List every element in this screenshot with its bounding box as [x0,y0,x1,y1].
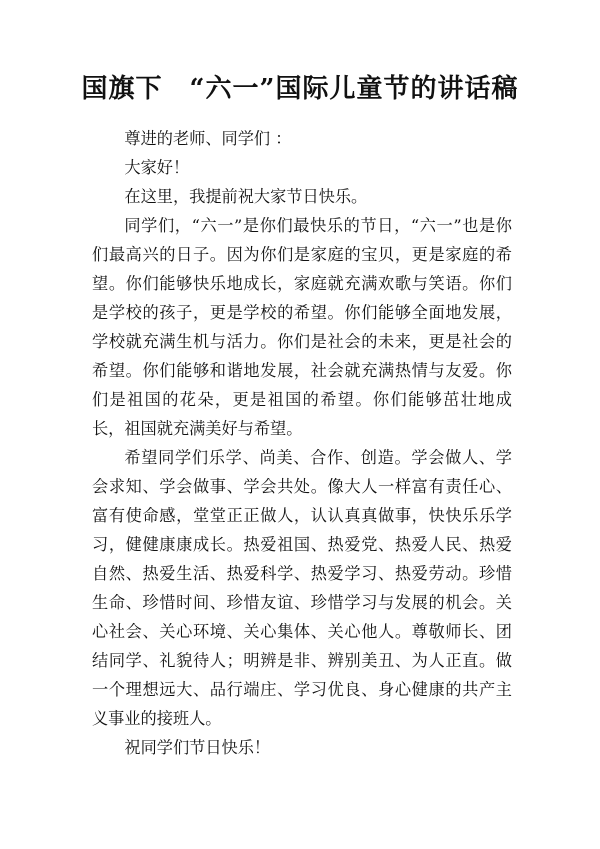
hope-paragraph: 同学们，“六一”是你们最快乐的节日，“六一”也是你们最高兴的日子。因为你们是家庭的宝贝，更是家庭的希望。你们能够快乐地成长，家庭就充满欢歌与笑语。你们是学校的孩子，更是学校的希望。你们能够全面地发展，学校就充满生机与活力。你们是社会的未来，更是社会的希望。你们能够和谐地发展，社会就充满热情与友爱。你们是祖国的花朵，更是祖国的希望。你们能够茁壮地成长，祖国就充满美好与希望。 [92,216,512,438]
speech-body [92,124,512,762]
expectations-paragraph: 希望同学们乐学、尚美、合作、创造。学会做人、学会求知、学会做事、学会共处。像大人一样富有责任心、富有使命感，堂堂正正做人，认认真真做事，快快乐乐学习，健健康康成长。热爱祖国、热爱党、热爱人民、热爱自然、热爱生活、热爱科学、热爱学习、热爱劳动。珍惜生命、珍惜时间、珍惜友谊、珍惜学习与发展的机会。关心社会、关心环境、关心集体、关心他人。尊敬师长、团结同学、礼貌待人；明辨是非、辨别美丑、为人正直。做一个理想远大、品行端庄、学习优良、身心健康的共产主义事业的接班人。 [92,448,512,728]
document-title: 国旗下 “六一”国际儿童节的讲话稿 [81,74,519,104]
salutation-paragraph: 尊进的老师、同学们 ： [124,129,292,148]
wishes-paragraph: 在这里，我提前祝大家节日快乐。 [124,187,368,206]
closing-paragraph: 祝同学们节日快乐！ [124,738,271,757]
greeting-paragraph: 大家好！ [124,158,190,177]
